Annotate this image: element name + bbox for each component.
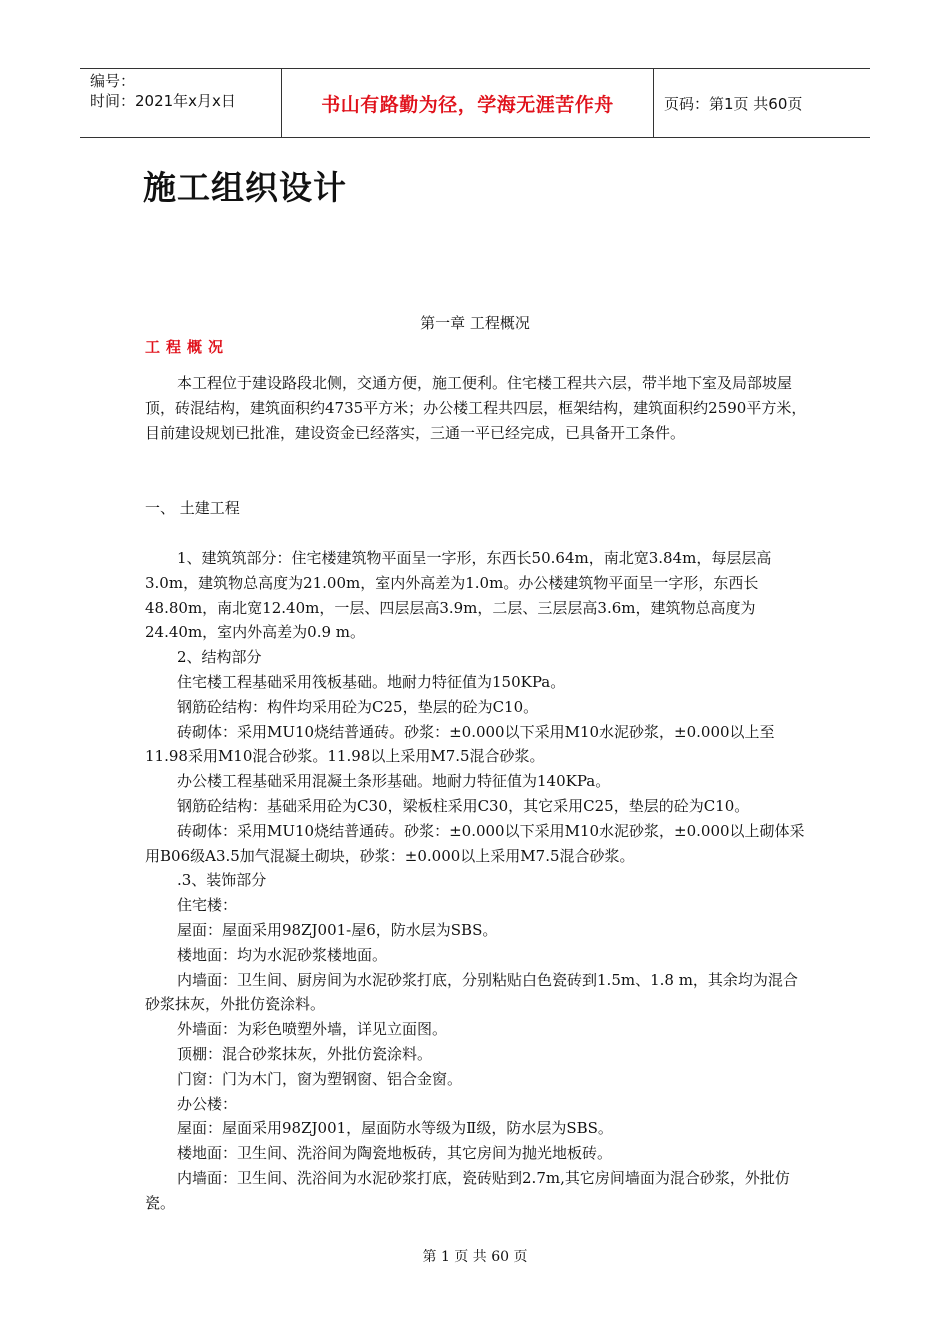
part1-heading — [145, 496, 810, 521]
time-label: 时间：2021年x月x日 — [90, 92, 236, 110]
decoration-line: 顶棚：混合砂浆抹灰，外批仿瓷涂料。 — [177, 1044, 433, 1063]
document-title: 施工组织设计 — [143, 168, 347, 207]
decoration-line: 楼地面：卫生间、洗浴间为陶瓷地板砖，其它房间为抛光地板砖。 — [177, 1144, 613, 1163]
page-footer: 第 1 页 共 60 页 — [422, 1249, 528, 1265]
structure-line: 办公楼工程基础采用混凝土条形基础。地耐力特征值为140KPa。 — [177, 772, 611, 791]
structure-line: 钢筋砼结构：构件均采用砼为C25，垫层的砼为C10。 — [177, 697, 539, 716]
structure-line: 钢筋砼结构：基础采用砼为C30，梁板柱采用C30，其它采用C25，垫层的砼为C10。 — [177, 796, 750, 815]
page-header — [80, 68, 870, 138]
structure-line: 住宅楼工程基础采用筏板基础。地耐力特征值为150KPa。 — [177, 672, 566, 691]
intro-paragraph — [145, 371, 810, 445]
decoration-line: 办公楼： — [177, 1094, 238, 1113]
structure-line: 砖砌体：采用MU10烧结普通砖。砂浆：±0.000以下采用M10水泥砂浆，±0.000以上砌体采用B06级A3.5加气混凝土砌块，砂浆：±0.000以上采用M7.5混合砂浆。 — [145, 821, 805, 865]
intro-text: 本工程位于建设路段北侧，交通方便，施工便利。住宅楼工程共六层，带半地下室及局部坡屋顶，砖混结构，建筑面积约4735平方米；办公楼工程共四层，框架结构，建筑面积约2590平方米，目前建设规划已批准，建设资金已经落实，三通一平已经完成，已具备开工条件。 — [145, 374, 807, 442]
number-label: 编号： — [90, 72, 136, 90]
structure-title: 2、结构部分 — [177, 648, 262, 667]
header-motto: 书山有路勤为径，学海无涯苦作舟 — [282, 69, 654, 137]
decoration-line: 门窗：门为木门，窗为塑钢窗、铝合金窗。 — [177, 1069, 463, 1088]
decoration-line: 屋面：屋面采用98ZJ001，屋面防水等级为Ⅱ级，防水层为SBS。 — [177, 1119, 613, 1138]
header-meta — [80, 69, 282, 137]
header-page-info: 页码：第1页 共60页 — [664, 94, 803, 113]
decoration-title: .3、装饰部分 — [177, 871, 267, 890]
decoration-line: 外墙面：为彩色喷塑外墙，详见立面图。 — [177, 1020, 448, 1039]
structure-line: 砖砌体：采用MU10烧结普通砖。砂浆：±0.000以下采用M10水泥砂浆，±0.000以上至11.98采用M10混合砂浆。11.98以上采用M7.5混合砂浆。 — [145, 722, 775, 766]
part1-title: 一、 土建工程 — [145, 499, 240, 517]
decoration-line: 内墙面：卫生间、厨房间为水泥砂浆打底，分别粘贴白色瓷砖到1.5m、1.8 m，其余均为混合砂浆抹灰，外批仿瓷涂料。 — [145, 970, 798, 1014]
architecture-paragraph: 1、建筑筑部分：住宅楼建筑物平面呈一字形，东西长50.64m，南北宽3.84m，每层层高3.0m，建筑物总高度为21.00m，室内外高差为1.0m。办公楼建筑物平面呈一字形，东西长48.80m，南北宽12.40m，一层、四层层高3.9m，二层、三层层高3.6m，建筑物总高度为24.40m，室内外高差为0.9 m。 — [145, 549, 772, 642]
section-title: 工程概况 — [145, 338, 230, 356]
decoration-line: 屋面：屋面采用98ZJ001-屋6，防水层为SBS。 — [177, 920, 498, 939]
decoration-line: 内墙面：卫生间、洗浴间为水泥砂浆打底，瓷砖贴到2.7m,其它房间墙面为混合砂浆，外批仿瓷。 — [145, 1168, 790, 1212]
decoration-line: 住宅楼： — [177, 896, 238, 915]
main-content — [145, 546, 810, 1216]
decoration-line: 楼地面：均为水泥砂浆楼地面。 — [177, 945, 388, 964]
chapter-title: 第一章 工程概况 — [420, 314, 530, 332]
